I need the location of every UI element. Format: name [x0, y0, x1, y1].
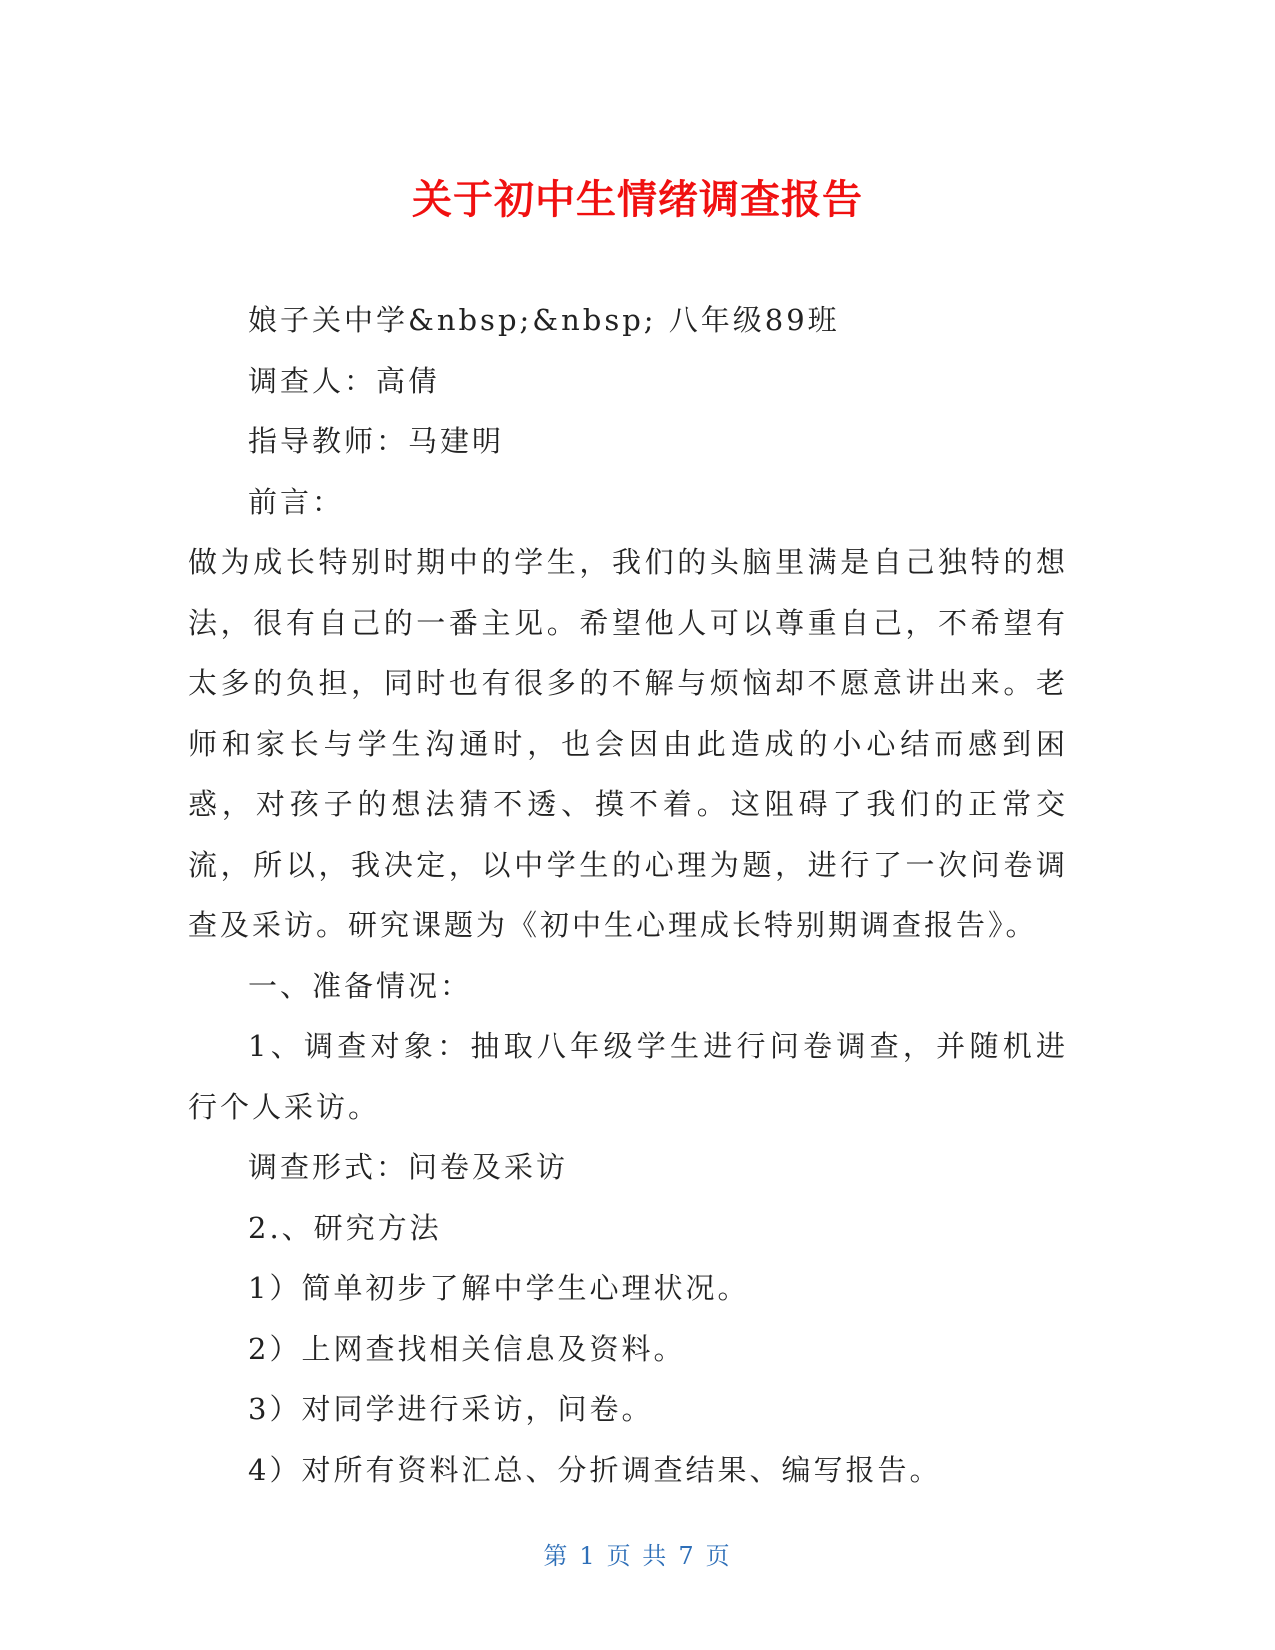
- method4-line: 4）对所有资料汇总、分折调查结果、编写报告。: [248, 1452, 942, 1487]
- method3-line: 3）对同学进行采访，问卷。: [248, 1392, 654, 1426]
- teacher-line: 指导教师：马建明: [248, 424, 505, 458]
- page-title: 关于初中生情绪调查报告: [412, 177, 863, 223]
- item2-heading: 2.、研究方法: [248, 1210, 442, 1245]
- footer-current-page: 1: [579, 1542, 597, 1570]
- preface-heading: 前言：: [248, 484, 345, 519]
- document-body: [188, 290, 1068, 1500]
- item1-paragraph: 1、调查对象：抽取八年级学生进行问卷调查，并随机进行个人采访。: [188, 1029, 1068, 1124]
- page-footer: [0, 1536, 1275, 1571]
- method2-line: 2）上网查找相关信息及资料。: [248, 1331, 686, 1366]
- footer-total-pages: 7: [678, 1542, 696, 1570]
- section1-heading: 一、准备情况：: [248, 968, 473, 1003]
- footer-prefix: 第: [543, 1542, 570, 1570]
- method1-line: 1）简单初步了解中学生心理状况。: [248, 1271, 750, 1305]
- footer-suffix: 页: [705, 1542, 732, 1570]
- footer-middle: 页 共: [606, 1542, 669, 1570]
- preface-paragraph: 做为成长特别时期中的学生，我们的头脑里满是自己独特的想法，很有自己的一番主见。希望他人可以尊重自己，不希望有太多的负担，同时也有很多的不解与烦恼却不愿意讲出来。老师和家长与学生沟通时，也会因由此造成的小心结而感到困惑，对孩子的想法猜不透、摸不着。这阻碍了我们的正常交流，所以，我决定，以中学生的心理为题，进行了一次问卷调查及采访。研究课题为《初中生心理成长特别期调查报告》。: [188, 545, 1068, 942]
- investigator-line: 调查人：高倩: [248, 363, 441, 398]
- school-line: 娘子关中学&nbsp;&nbsp; 八年级89班: [248, 303, 840, 337]
- survey-form-line: 调查形式：问卷及采访: [248, 1150, 569, 1184]
